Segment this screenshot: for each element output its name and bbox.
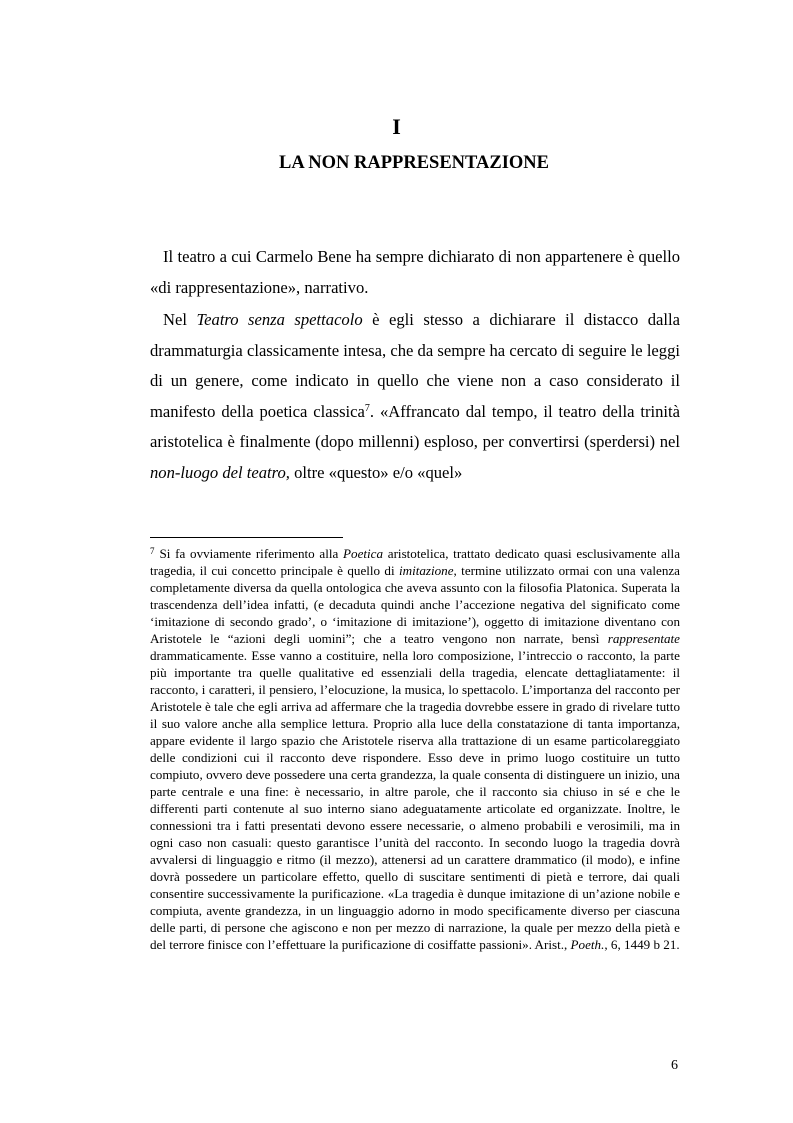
chapter-title: LA NON RAPPRESENTAZIONE — [278, 153, 549, 173]
footnote-text: Si fa ovviamente riferimento alla — [159, 546, 344, 561]
emphasis-non-luogo: non-luogo del teatro, — [150, 462, 290, 482]
paragraph-2-text: è egli stesso a dichiarare il distacco dalla drammaturgia classicamente intesa, che da sempre ha cercato di seguire le leggi di un genere, come indicato in quello che viene non a caso considerato il manifesto della poetica classica — [150, 310, 680, 421]
paragraph-1: Il teatro a cui Carmelo Bene ha sempre dichiarato di non appartenere è quello «di rappresentazione», narrativo. — [150, 247, 680, 297]
footnote-separator — [150, 537, 343, 538]
footnote-italic: imitazione — [398, 563, 454, 578]
footnote-italic: Poeth. — [570, 937, 605, 952]
footnote-7 — [150, 543, 680, 953]
footnote-text: , termine utilizzato ormai con una valenza completamente diversa da quella ontologica che aveva assunto con la filosofia Platonica. Superata la trascendenza dell’idea infatti, (e decaduta quindi anche l’accezione negativa del significato come ‘imitazione di secondo grado’, o ‘imitazione di imitazione’), oggetto di imitazione diventano con Aristotele le “azioni degli uomini”; che a teatro vengono non narrate, bensì — [150, 563, 680, 646]
paragraph-2-text: . «Affrancato dal tempo, il teatro della trinità aristotelica è finalmente (dopo millenni) esploso, per convertirsi (sperdersi) nel — [150, 401, 681, 451]
footnote-reference[interactable]: 7 — [364, 402, 370, 414]
paragraph-2 — [150, 305, 680, 488]
chapter-number: I — [392, 114, 401, 139]
work-title-teatro-senza-spettacolo: Teatro senza spettacolo — [196, 310, 363, 329]
footnote-text: aristotelica, trattato dedicato quasi esclusivamente alla tragedia, il cui concetto principale è quello di — [150, 546, 681, 578]
footnote-text: drammaticamente. Esse vanno a costituire, nella loro composizione, l’intreccio o racconto, la parte più importante tra quelle qualitative ed essenziali della tragedia, elencate dettagliatamente: il racconto, i caratteri, il pensiero, l’elocuzione, la musica, lo spettacolo. L’importanza del racconto per Aristotele è tale che egli arriva ad affermare che la tragedia dovrebbe essere in grado di rivelare tutto il suo valore anche alla semplice lettura. Proprio alla luce della constatazione di tanta importanza, appare evidente il largo spazio che Aristotele riserva alla trattazione di un esame particolareggiato delle condizioni cui il racconto deve rispondere. Esso deve in primo luogo costituire un tutto compiuto, ovvero deve possedere una certa grandezza, la quale consenta di distinguere un inizio, una parte centrale e una fine: è necessario, in altre parole, che il racconto sia chiuso in sé e che le differenti parti contenute al suo interno siano adeguatamente articolate ed organizzate. Inoltre, le connessioni tra i fatti presentati devono essere necessarie, o almeno probabili e verosimili, ma in ogni caso non casuali: questo garantisce l’unità del racconto. In secondo luogo la tragedia dovrà avvalersi di linguaggio e ritmo (il mezzo), attenersi ad un carattere drammatico (il modo), e infine dovrà possedere un particolare effetto, quello di suscitare sentimenti di pietà e terrore, dai quali consentire successivamente la purificazione. «La tragedia è dunque imitazione di un’azione nobile e compiuta, avente grandezza, in un linguaggio adorno in modo specificamente diverso per ciascuna delle parti, di persone che agiscono e non per mezzo di narrazione, la quale per mezzo della pietà e del terrore finisce con l’effettuare la purificazione di cosiffatte passioni». Arist., — [150, 648, 680, 952]
page-number: 6 — [671, 1058, 678, 1073]
body-text — [150, 242, 680, 488]
paragraph-2-text: oltre «questo» e/o «quel» — [289, 462, 463, 482]
footnote-italic: Poetica — [343, 546, 384, 561]
footnote-italic: rappresentate — [607, 631, 680, 646]
paragraph-2-text: Nel — [163, 310, 197, 329]
footnote-text: , 6, 1449 b 21. — [604, 937, 680, 952]
footnote-mark: 7 — [150, 546, 155, 556]
